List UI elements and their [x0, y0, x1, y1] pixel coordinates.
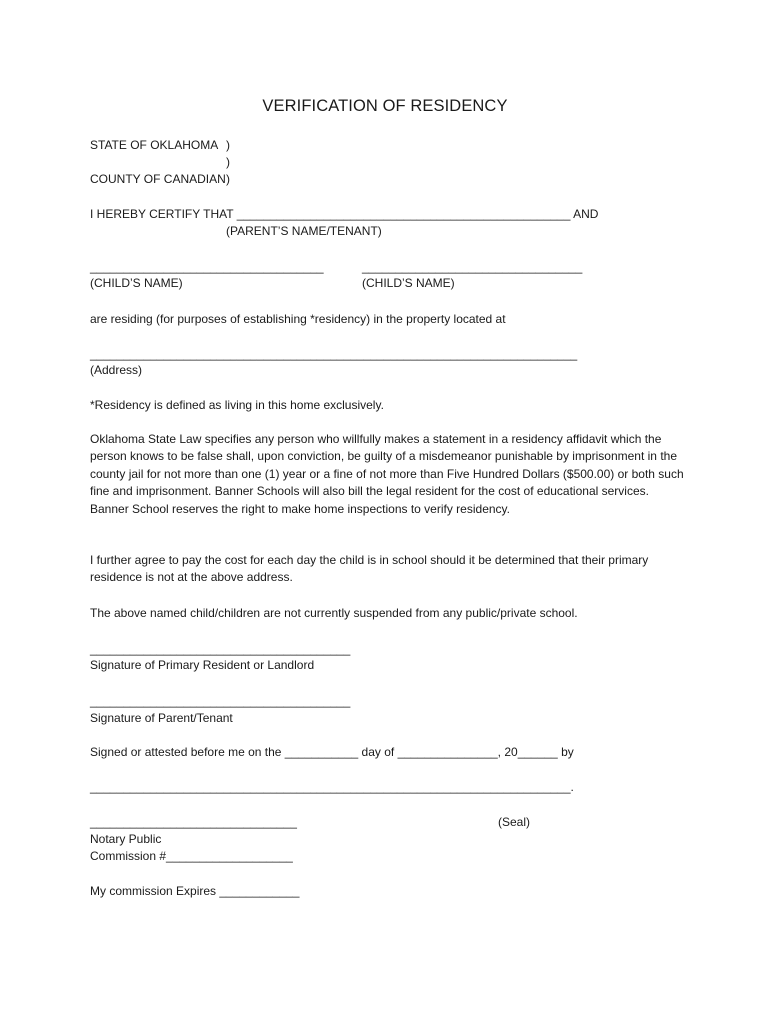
commission-number-line: Commission #___________________ — [90, 849, 293, 863]
agreement-paragraph: I further agree to pay the cost for each day the child is in school should it be determined that their primary residence is not at the above address. — [90, 553, 649, 585]
attestation-name-line: ________________________________________________________________________. — [90, 780, 574, 794]
residency-definition: *Residency is defined as living in this home exclusively. — [90, 398, 384, 412]
address-line: _________________________________________________________________________ — [90, 347, 578, 361]
child-name-line-2: _________________________________ — [362, 260, 583, 274]
child-name-caption-1: (CHILD’S NAME) — [90, 276, 183, 290]
child-name-line-1: ___________________________________ — [90, 260, 324, 274]
parent-name-caption: (PARENT’S NAME/TENANT) — [226, 224, 382, 238]
resident-signature-caption: Signature of Primary Resident or Landlord — [90, 658, 315, 672]
law-paragraph: Oklahoma State Law specifies any person who willfully makes a statement in a residency affidavit which the person knows to be false shall, upon conviction, be guilty of a misdemeanor punishable by imprisonment in the county jail for not more than one (1) year or a fine of not more than Five Hundred Dollars ($500.00) or both such fine and imprisonment. Banner Schools will also bill the legal resident for the cost of educational services. Banner School reserves the right to make home inspections to verify residency. — [90, 432, 684, 516]
commission-expires-line: My commission Expires ____________ — [90, 884, 300, 898]
address-caption: (Address) — [90, 363, 143, 377]
parent-signature-caption: Signature of Parent/Tenant — [90, 711, 233, 725]
state-line: STATE OF OKLAHOMA — [90, 138, 219, 152]
residing-text: are residing (for purposes of establishing *residency) in the property located at — [90, 312, 506, 326]
notary-title: Notary Public — [90, 832, 162, 846]
document-title: VERIFICATION OF RESIDENCY — [262, 97, 508, 115]
certify-line: I HEREBY CERTIFY THAT __________________________________________________ AND — [90, 207, 599, 221]
child-name-caption-2: (CHILD’S NAME) — [362, 276, 455, 290]
venue-paren-3: ) — [226, 172, 230, 186]
venue-paren-2: ) — [226, 155, 230, 169]
attestation-line: Signed or attested before me on the ___________ day of _______________, 20______ by — [90, 745, 574, 759]
parent-signature-line: _______________________________________ — [90, 694, 351, 708]
notary-signature-line: _______________________________ — [90, 815, 297, 829]
notary-seal: (Seal) — [498, 815, 531, 829]
resident-signature-line: _______________________________________ — [90, 642, 351, 656]
suspension-statement: The above named child/children are not currently suspended from any public/private school. — [90, 606, 578, 620]
county-line: COUNTY OF CANADIAN — [90, 172, 226, 186]
venue-paren-1: ) — [226, 138, 230, 152]
